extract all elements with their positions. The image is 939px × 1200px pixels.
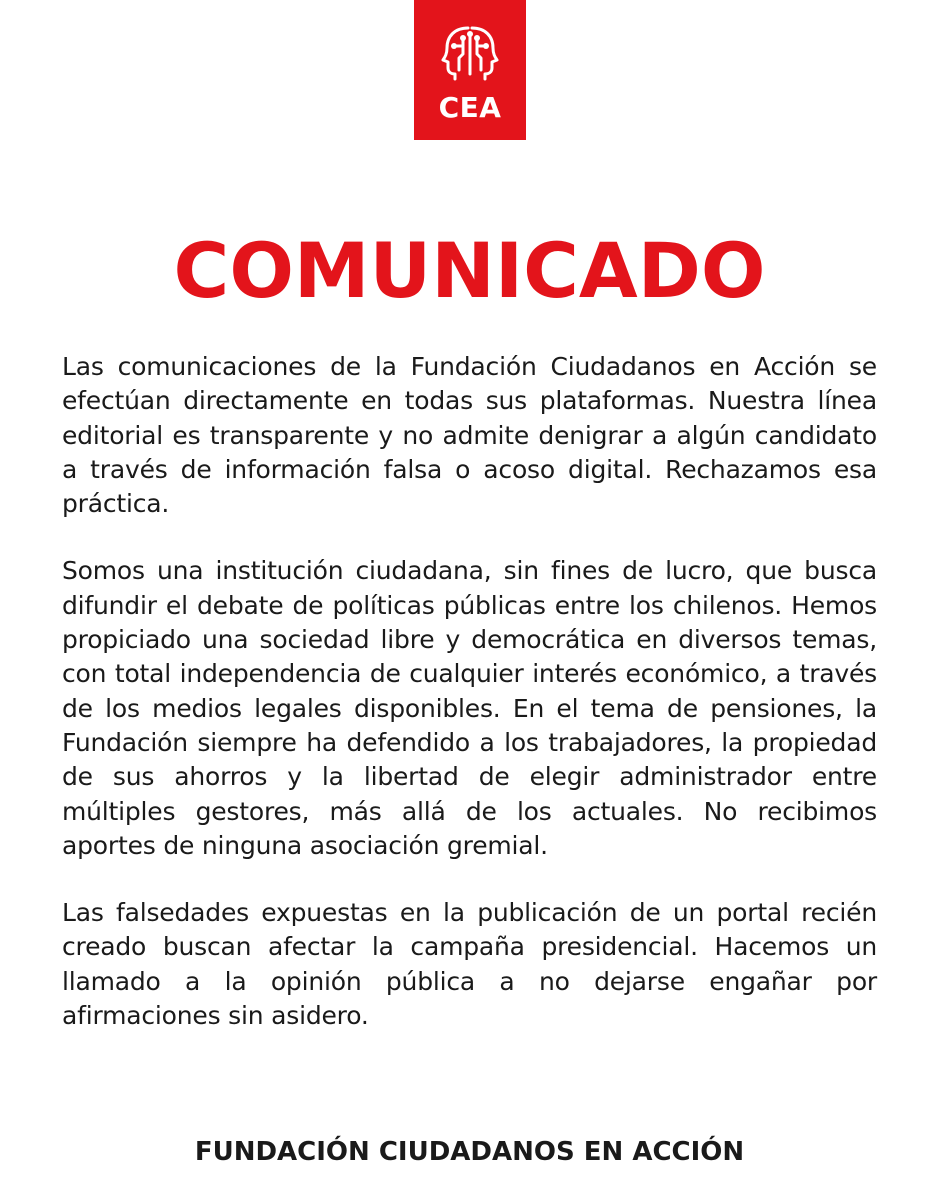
heads-circuit-icon <box>441 24 499 82</box>
paragraph-1: Las comunicaciones de la Fundación Ciudadanos en Acción se efectúan directamente en todas sus plataformas. Nuestra línea editorial es transparente y no admite denigrar a algún candidato a través de información falsa o acoso digital. Rechazamos esa práctica. <box>62 352 877 519</box>
page-title: COMUNICADO <box>173 226 766 315</box>
signature-footer: FUNDACIÓN CIUDADANOS EN ACCIÓN <box>194 1137 745 1167</box>
paragraph-3: Las falsedades expuestas en la publicación de un portal recién creado buscan afectar la campaña presidencial. Hacemos un llamado a la opinión pública a no dejarse engañar por afirmaciones sin asidero. <box>62 898 877 1031</box>
paragraph-2: Somos una institución ciudadana, sin fines de lucro, que busca difundir el debate de políticas públicas entre los chilenos. Hemos propiciado una sociedad libre y democrática en diversos temas, con total independencia de cualquier interés económico, a través de los medios legales disponibles. En el tema de pensiones, la Fundación siempre ha defendido a los trabajadores, la propiedad de sus ahorros y la libertad de elegir administrador entre múltiples gestores, más allá de los actuales. No recibimos aportes de ninguna asociación gremial. <box>62 556 877 860</box>
logo-text: CEA <box>438 91 502 124</box>
statement-body <box>62 350 877 1066</box>
logo <box>414 0 526 140</box>
